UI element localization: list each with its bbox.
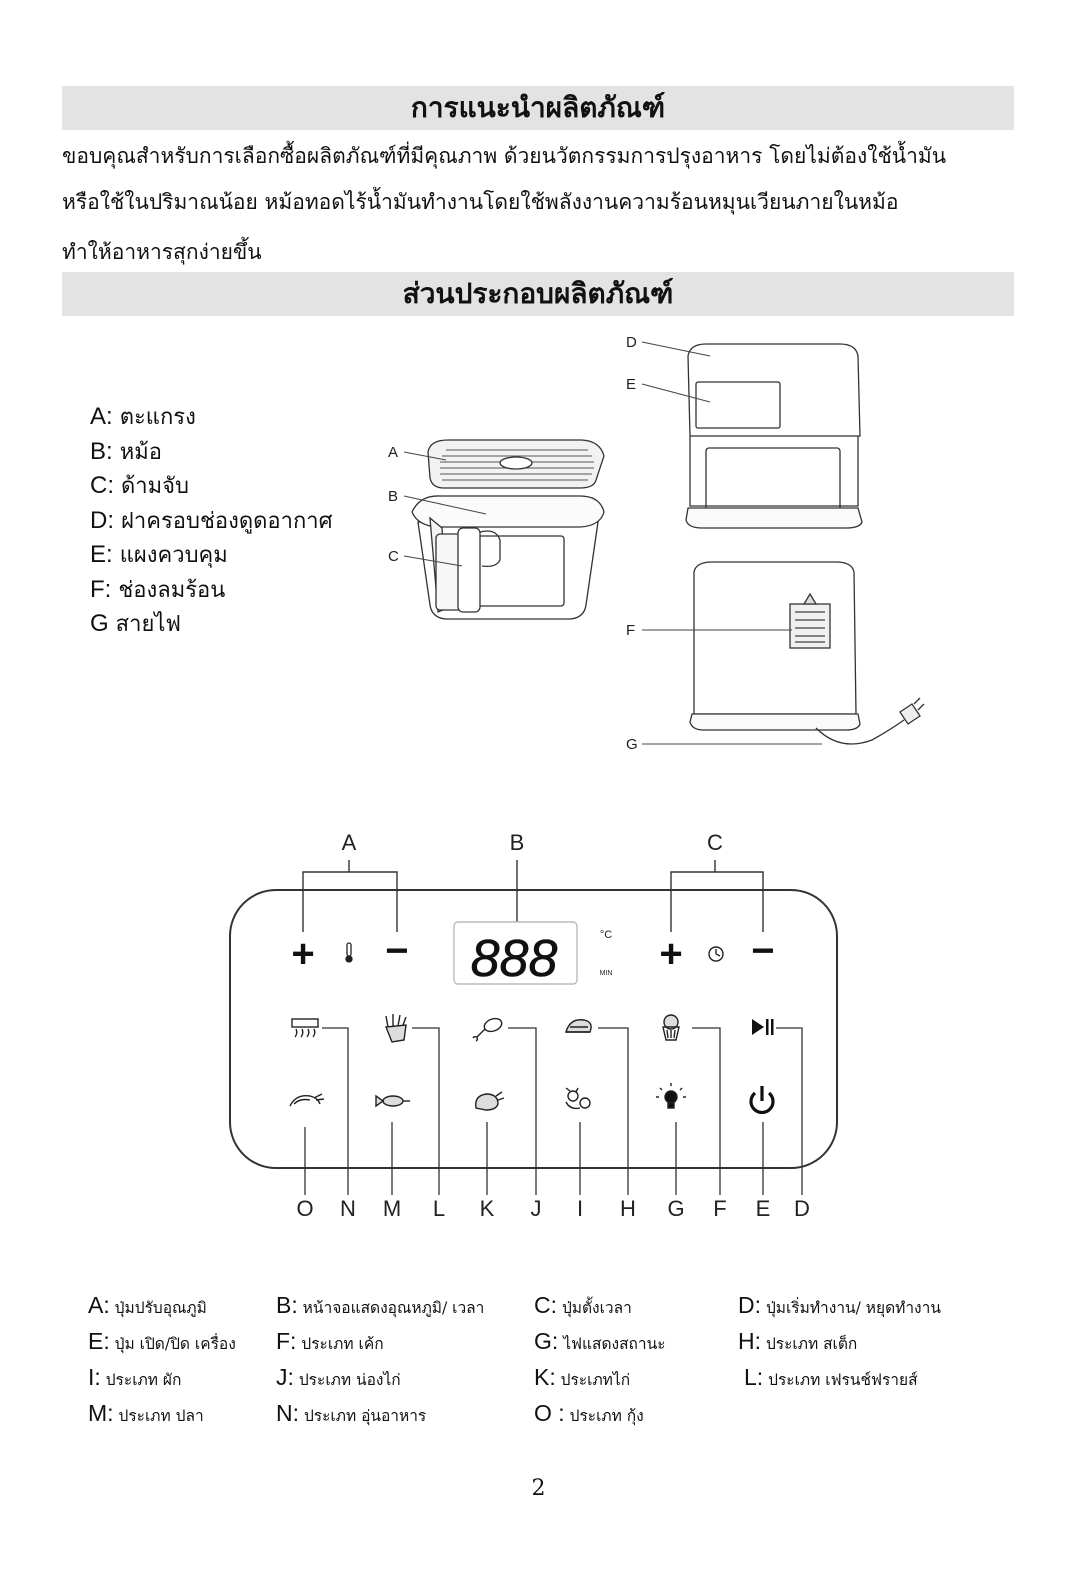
legend-item-i: I: ประเภท ผัก — [88, 1364, 182, 1390]
legend-row — [88, 1328, 1008, 1364]
intro-heading: การแนะนำผลิตภัณฑ์ — [62, 86, 1014, 130]
panel-label-k: K — [479, 1196, 495, 1221]
callout-e: E — [626, 376, 637, 393]
legend-item-l: L: ประเภท เฟรนช์ฟรายส์ — [744, 1364, 918, 1390]
callout-a: A — [388, 444, 399, 461]
callout-c: C — [388, 548, 399, 565]
components-heading: ส่วนประกอบผลิตภัณฑ์ — [62, 272, 1014, 316]
shrimp-icon[interactable] — [290, 1094, 324, 1106]
callout-f: F — [626, 622, 636, 639]
panel-label-d: D — [794, 1196, 810, 1221]
panel-label-f: F — [713, 1196, 727, 1221]
control-legend — [88, 1292, 1008, 1436]
panel-label-c: C — [707, 830, 723, 855]
drumstick-icon[interactable] — [473, 1016, 504, 1041]
thermometer-icon — [346, 943, 352, 962]
timer-icon — [709, 947, 723, 961]
legend-item-m: M: ประเภท ปลา — [88, 1400, 204, 1426]
unit-celsius: °C — [599, 929, 613, 941]
control-panel-diagram — [0, 820, 1077, 1230]
play-pause-icon[interactable] — [752, 1019, 774, 1035]
time-plus-button[interactable]: + — [659, 932, 683, 976]
temp-plus-button[interactable]: + — [291, 932, 315, 976]
panel-label-h: H — [620, 1196, 636, 1221]
part-item-e: E: แผงควบคุม — [90, 541, 228, 568]
fries-icon[interactable] — [386, 1014, 406, 1042]
legend-item-b: B: หน้าจอแสดงอุณหภูมิ/ เวลา — [276, 1292, 485, 1318]
legend-row — [88, 1400, 1008, 1436]
legend-item-c: C: ปุ่มตั้งเวลา — [534, 1292, 632, 1318]
legend-item-e: E: ปุ่ม เปิด/ปิด เครื่อง — [88, 1328, 236, 1354]
vegetable-icon[interactable] — [566, 1088, 590, 1108]
housing-top — [688, 344, 860, 436]
panel-label-i: I — [576, 1196, 584, 1221]
panel-label-j: J — [530, 1196, 542, 1221]
part-item-f: F: ช่องลมร้อน — [90, 575, 226, 603]
legend-item-h: H: ประเภท สเต็ก — [738, 1328, 858, 1354]
bulb-icon — [656, 1083, 686, 1108]
legend-item-f: F: ประเภท เค้ก — [276, 1328, 384, 1354]
legend-item-g: G: ไฟแสดงสถานะ — [534, 1328, 666, 1354]
time-minus-button[interactable]: − — [751, 929, 775, 973]
panel-label-m: M — [382, 1196, 402, 1221]
part-item-d: D: ฝาครอบช่องดูดอากาศ — [90, 506, 333, 534]
legend-item-d: D: ปุ่มเริ่มทำงาน/ หยุดทำงาน — [738, 1292, 941, 1318]
panel-label-n: N — [340, 1196, 356, 1221]
legend-item-j: J: ประเภท น่องไก่ — [276, 1364, 401, 1390]
part-item-a: A: ตะแกรง — [90, 403, 196, 430]
unit-minutes: MIN — [599, 970, 613, 977]
steak-icon[interactable] — [566, 1020, 591, 1032]
panel-label-b: B — [509, 830, 525, 855]
callout-b: B — [388, 488, 399, 505]
legend-item-n: N: ประเภท อุ่นอาหาร — [276, 1400, 427, 1426]
basket-rim — [412, 496, 604, 527]
grill-icon[interactable] — [292, 1019, 318, 1037]
chicken-icon[interactable] — [476, 1092, 504, 1110]
panel-label-a: A — [341, 830, 357, 855]
air-fryer-diagram — [0, 320, 1077, 770]
fish-icon[interactable] — [376, 1096, 410, 1106]
panel-label-l: L — [432, 1196, 446, 1221]
legend-item-a: A: ปุ่มปรับอุณภูมิ — [88, 1292, 207, 1318]
cake-icon[interactable] — [663, 1015, 679, 1040]
callout-g: G — [626, 736, 638, 753]
callout-d: D — [626, 334, 637, 351]
part-item-g: G สายไฟ — [90, 610, 181, 637]
legend-item-o: O : ประเภท กุ้ง — [534, 1400, 644, 1426]
digital-display: 888 — [470, 930, 558, 988]
page-number: 2 — [531, 1476, 546, 1501]
intro-line-3: ทำให้อาหารสุกง่ายขึ้น — [62, 240, 262, 264]
part-item-b: B: หม้อ — [90, 437, 162, 465]
intro-line-2: หรือใช้ในปริมาณน้อย หม้อทอดไร้น้ำมันทำงานโดยใช้พลังงานความร้อนหมุนเวียนภายในหม้อ — [62, 190, 899, 214]
legend-row — [88, 1292, 1008, 1328]
part-item-c: C: ด้ามจับ — [90, 472, 189, 499]
panel-label-g: G — [667, 1196, 685, 1221]
legend-item-k: K: ประเภทไก่ — [534, 1364, 631, 1390]
power-icon[interactable] — [751, 1086, 773, 1112]
panel-label-o: O — [296, 1196, 314, 1221]
housing-back — [694, 562, 856, 714]
intro-line-1: ขอบคุณสำหรับการเลือกซื้อผลิตภัณฑ์ที่มีคุณภาพ ด้วยนวัตกรรมการปรุงอาหาร โดยไม่ต้องใช้น้ำมัน — [62, 144, 947, 168]
legend-row — [88, 1364, 1008, 1400]
panel-label-e: E — [755, 1196, 771, 1221]
temp-minus-button[interactable]: − — [385, 929, 409, 973]
